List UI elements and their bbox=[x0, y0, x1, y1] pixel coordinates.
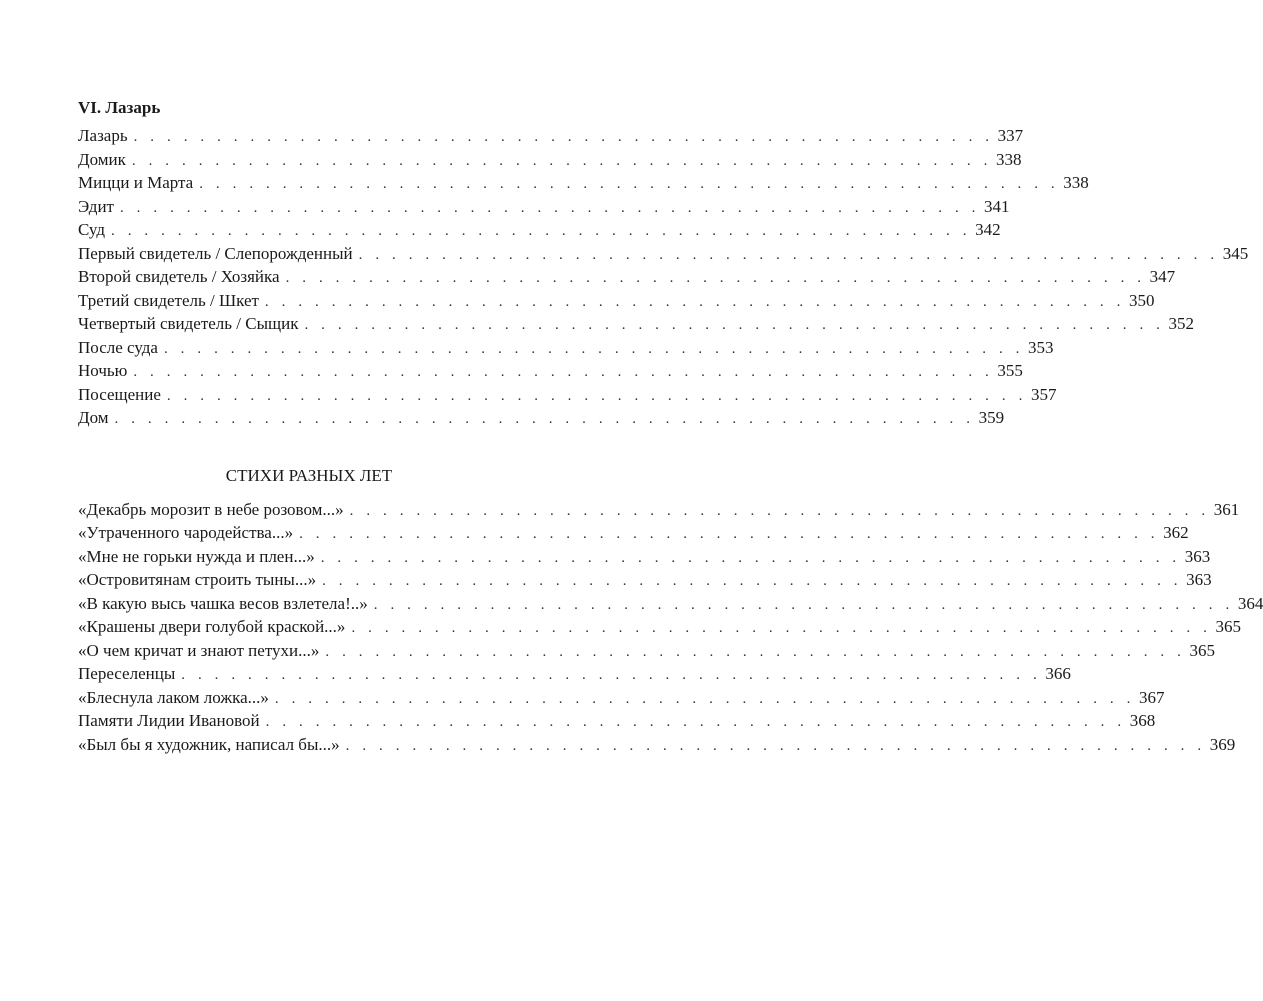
dot-leader: . . . . . . . . . . . . . . . . . . . . . . . . . . . . . . . . . . . . . . . . . . . . . . . . . . . . bbox=[274, 690, 1135, 707]
toc-entry-page: 347 bbox=[1149, 267, 1176, 286]
toc-entry-page: 342 bbox=[975, 220, 1001, 239]
dot-leader: . . . . . . . . . . . . . . . . . . . . . . . . . . . . . . . . . . . . . . . . . . . . . . . . . . . . bbox=[351, 620, 1212, 636]
toc-entry[interactable] bbox=[78, 709, 1156, 733]
toc-entry-page: 341 bbox=[984, 196, 1010, 216]
toc-entry[interactable] bbox=[78, 521, 1189, 545]
toc-entry-page: 359 bbox=[978, 408, 1005, 427]
dot-leader: . . . . . . . . . . . . . . . . . . . . . . . . . . . . . . . . . . . . . . . . . . . . . . . . . . . . bbox=[119, 199, 981, 216]
toc-entry[interactable] bbox=[78, 498, 1240, 522]
toc-entry-title: «Крашены двери голубой краской...» bbox=[78, 617, 346, 636]
toc-entry-page: 363 bbox=[1186, 570, 1212, 589]
toc-entry[interactable] bbox=[78, 218, 1001, 242]
dot-leader: . . . . . . . . . . . . . . . . . . . . . . . . . . . . . . . . . . . . . . . . . . . . . . . . . . . . bbox=[181, 667, 1042, 683]
toc-entry-page: 338 bbox=[1063, 173, 1089, 192]
dot-leader: . . . . . . . . . . . . . . . . . . . . . . . . . . . . . . . . . . . . . . . . . . . . . . . . . . . . bbox=[373, 596, 1234, 613]
toc-entry-title: Эдит bbox=[78, 196, 114, 216]
dot-leader: . . . . . . . . . . . . . . . . . . . . . . . . . . . . . . . . . . . . . . . . . . . . . . . . . . . . bbox=[114, 411, 975, 427]
dot-leader: . . . . . . . . . . . . . . . . . . . . . . . . . . . . . . . . . . . . . . . . . . . . . . . . . . . . bbox=[199, 176, 1060, 192]
toc-entry-title: «В какую высь чашка весов взлетела!..» bbox=[78, 593, 368, 613]
toc-entry-page: 350 bbox=[1128, 290, 1155, 310]
toc-entry-page: 345 bbox=[1222, 243, 1249, 263]
toc-entry[interactable] bbox=[78, 592, 1263, 616]
toc-entry[interactable] bbox=[78, 615, 1241, 639]
toc-entry[interactable] bbox=[78, 312, 1195, 336]
toc-entry-title: Третий свидетель / Шкет bbox=[78, 290, 259, 310]
toc-entry-page: 368 bbox=[1129, 711, 1156, 730]
toc-entry-page: 363 bbox=[1184, 546, 1211, 566]
dot-leader: . . . . . . . . . . . . . . . . . . . . . . . . . . . . . . . . . . . . . . . . . . . . . . . . . . . . bbox=[304, 317, 1165, 333]
toc-entry-title: «Островитянам строить тыны...» bbox=[78, 570, 317, 589]
toc-entry[interactable] bbox=[78, 359, 1023, 383]
toc-entry[interactable] bbox=[78, 545, 1211, 569]
toc-entry-title: Суд bbox=[78, 220, 105, 239]
toc-entry-page: 365 bbox=[1189, 640, 1215, 660]
dot-leader: . . . . . . . . . . . . . . . . . . . . . . . . . . . . . . . . . . . . . . . . . . . . . . . . . . . . bbox=[285, 270, 1146, 286]
toc-entry-page: 357 bbox=[1030, 384, 1057, 404]
section-heading-lazar: VI. Лазарь bbox=[78, 98, 161, 117]
toc-entry-title: «Мне не горьки нужда и плен...» bbox=[78, 546, 315, 566]
toc-entry-title: «Блеснула лаком ложка...» bbox=[78, 687, 269, 707]
toc-entry[interactable] bbox=[78, 383, 1057, 407]
toc-entry-title: «Декабрь морозит в небе розовом...» bbox=[78, 499, 344, 519]
toc-entry-title: После суда bbox=[78, 337, 158, 357]
toc-entry[interactable] bbox=[78, 242, 1249, 266]
poems-list bbox=[78, 498, 1263, 757]
toc-entry-page: 338 bbox=[995, 149, 1022, 169]
toc-entry-page: 353 bbox=[1028, 337, 1054, 357]
toc-entry[interactable] bbox=[78, 733, 1236, 757]
toc-entry[interactable] bbox=[78, 639, 1215, 663]
toc-entry[interactable] bbox=[78, 406, 1005, 430]
dot-leader: . . . . . . . . . . . . . . . . . . . . . . . . . . . . . . . . . . . . . . . . . . . . . . . . . . . . bbox=[133, 364, 994, 380]
dot-leader: . . . . . . . . . . . . . . . . . . . . . . . . . . . . . . . . . . . . . . . . . . . . . . . . . . . . bbox=[349, 502, 1210, 519]
section-vi-list bbox=[78, 124, 1249, 430]
toc-entry-page: 366 bbox=[1045, 664, 1071, 683]
toc-entry[interactable] bbox=[78, 124, 1024, 148]
toc-entry-title: Первый свидетель / Слепорожденный bbox=[78, 243, 353, 263]
toc-entry-title: Посещение bbox=[78, 384, 161, 404]
toc-entry-page: 362 bbox=[1163, 523, 1189, 542]
toc-entry[interactable] bbox=[78, 171, 1089, 195]
dot-leader: . . . . . . . . . . . . . . . . . . . . . . . . . . . . . . . . . . . . . . . . . . . . . . . . . . . . bbox=[358, 246, 1219, 263]
toc-entry[interactable] bbox=[78, 662, 1071, 686]
toc-entry[interactable] bbox=[78, 336, 1054, 360]
toc-entry-title: Лазарь bbox=[78, 126, 128, 145]
toc-entry-title: «О чем кричат и знают петухи...» bbox=[78, 640, 320, 660]
dot-leader: . . . . . . . . . . . . . . . . . . . . . . . . . . . . . . . . . . . . . . . . . . . . . . . . . . . . bbox=[111, 223, 972, 239]
dot-leader: . . . . . . . . . . . . . . . . . . . . . . . . . . . . . . . . . . . . . . . . . . . . . . . . . . . . bbox=[265, 714, 1126, 730]
dot-leader: . . . . . . . . . . . . . . . . . . . . . . . . . . . . . . . . . . . . . . . . . . . . . . . . . . . . bbox=[345, 737, 1206, 754]
toc-entry-title: Ночью bbox=[78, 361, 128, 380]
dot-leader: . . . . . . . . . . . . . . . . . . . . . . . . . . . . . . . . . . . . . . . . . . . . . . . . . . . . bbox=[264, 293, 1125, 310]
toc-entry-title: «Утраченного чародейства...» bbox=[78, 523, 294, 542]
toc-entry[interactable] bbox=[78, 265, 1176, 289]
toc-entry-title: Четвертый свидетель / Сыщик bbox=[78, 314, 299, 333]
toc-entry[interactable] bbox=[78, 686, 1165, 710]
toc-entry-page: 355 bbox=[997, 361, 1023, 380]
toc-entry-page: 367 bbox=[1138, 687, 1165, 707]
toc-entry[interactable] bbox=[78, 148, 1022, 172]
toc-entry-page: 337 bbox=[997, 126, 1024, 145]
dot-leader: . . . . . . . . . . . . . . . . . . . . . . . . . . . . . . . . . . . . . . . . . . . . . . . . . . . . bbox=[325, 643, 1186, 660]
toc-entry-title: Мицци и Марта bbox=[78, 173, 194, 192]
toc-entry-page: 369 bbox=[1209, 734, 1236, 754]
toc-entry-title: Домик bbox=[78, 149, 126, 169]
toc-entry-page: 364 bbox=[1237, 593, 1263, 613]
toc-entry-page: 361 bbox=[1213, 499, 1240, 519]
toc-entry[interactable] bbox=[78, 289, 1155, 313]
dot-leader: . . . . . . . . . . . . . . . . . . . . . . . . . . . . . . . . . . . . . . . . . . . . . . . . . . . . bbox=[133, 129, 994, 145]
toc-entry-title: Второй свидетель / Хозяйка bbox=[78, 267, 280, 286]
toc-entry-title: «Был бы я художник, написал бы...» bbox=[78, 734, 340, 754]
dot-leader: . . . . . . . . . . . . . . . . . . . . . . . . . . . . . . . . . . . . . . . . . . . . . . . . . . . . bbox=[322, 573, 1183, 589]
toc-entry-title: Памяти Лидии Ивановой bbox=[78, 711, 260, 730]
toc-entry-title: Переселенцы bbox=[78, 664, 176, 683]
dot-leader: . . . . . . . . . . . . . . . . . . . . . . . . . . . . . . . . . . . . . . . . . . . . . . . . . . . . bbox=[131, 152, 992, 169]
dot-leader: . . . . . . . . . . . . . . . . . . . . . . . . . . . . . . . . . . . . . . . . . . . . . . . . . . . . bbox=[166, 387, 1027, 404]
toc-entry[interactable] bbox=[78, 568, 1212, 592]
toc-entry[interactable] bbox=[78, 195, 1010, 219]
toc-entry-page: 352 bbox=[1168, 314, 1195, 333]
dot-leader: . . . . . . . . . . . . . . . . . . . . . . . . . . . . . . . . . . . . . . . . . . . . . . . . . . . . bbox=[163, 340, 1025, 357]
part-heading-poems: СТИХИ РАЗНЫХ ЛЕТ bbox=[225, 465, 393, 485]
toc-entry-page: 365 bbox=[1215, 617, 1241, 636]
table-of-contents bbox=[78, 96, 1263, 756]
toc-entry-title: Дом bbox=[78, 408, 109, 427]
dot-leader: . . . . . . . . . . . . . . . . . . . . . . . . . . . . . . . . . . . . . . . . . . . . . . . . . . . . bbox=[299, 526, 1160, 542]
dot-leader: . . . . . . . . . . . . . . . . . . . . . . . . . . . . . . . . . . . . . . . . . . . . . . . . . . . . bbox=[320, 549, 1181, 566]
